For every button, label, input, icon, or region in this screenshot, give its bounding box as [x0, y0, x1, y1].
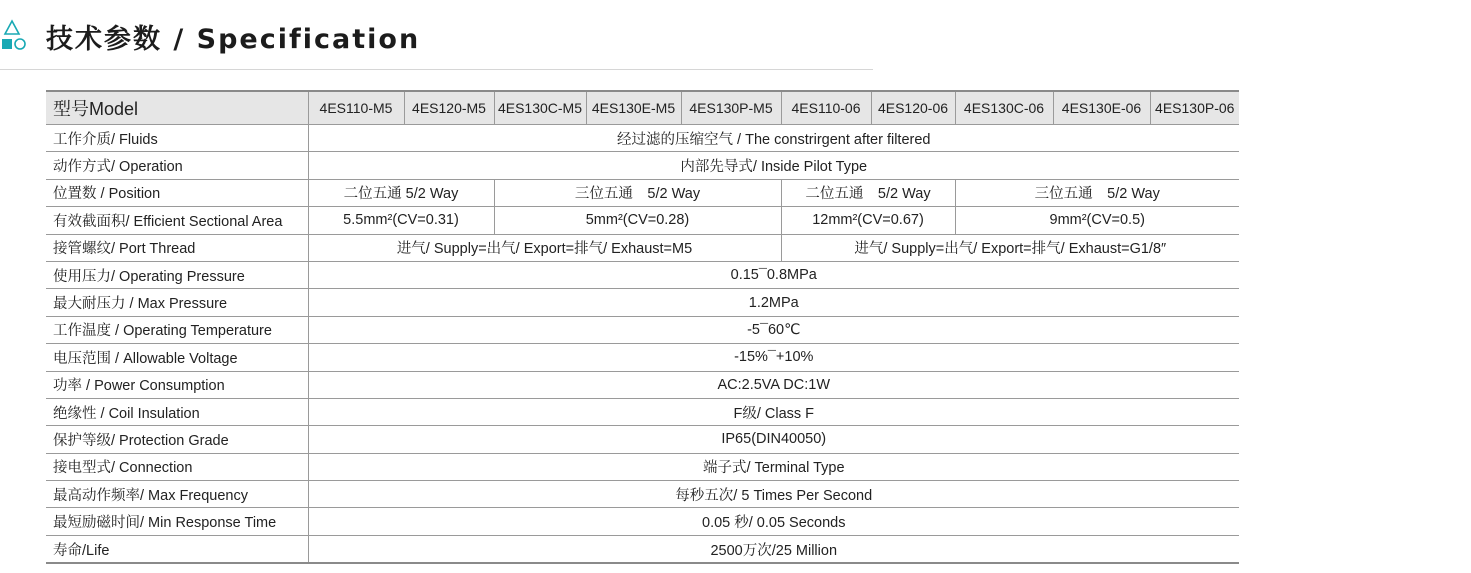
- row-value: AC:2.5VA DC:1W: [308, 371, 1239, 398]
- table-row: [46, 398, 1239, 425]
- row-label: 使用压力/ Operating Pressure: [46, 261, 308, 288]
- row-value: 三位五通 5/2 Way: [494, 179, 781, 206]
- model-cell: 4ES110-M5: [308, 91, 404, 125]
- row-label: 绝缘性 / Coil Insulation: [46, 398, 308, 425]
- row-label: 接管螺纹/ Port Thread: [46, 234, 308, 261]
- section-header: [0, 14, 420, 58]
- row-value: 内部先导式/ Inside Pilot Type: [308, 152, 1239, 179]
- row-value: 9mm²(CV=0.5): [955, 207, 1239, 234]
- table-row: [46, 453, 1239, 480]
- row-value: 每秒五次/ 5 Times Per Second: [308, 481, 1239, 508]
- row-value: 0.15¯0.8MPa: [308, 261, 1239, 288]
- model-cell: 4ES120-M5: [404, 91, 494, 125]
- table-row: [46, 289, 1239, 316]
- row-value: 进气/ Supply=出气/ Export=排气/ Exhaust=M5: [308, 234, 781, 261]
- row-value: 三位五通 5/2 Way: [955, 179, 1239, 206]
- row-label: 最高动作频率/ Max Frequency: [46, 481, 308, 508]
- row-label: 接电型式/ Connection: [46, 453, 308, 480]
- model-cell: 4ES130P-06: [1150, 91, 1239, 125]
- row-label: 位置数 / Position: [46, 179, 308, 206]
- table-row: [46, 261, 1239, 288]
- row-value: 5.5mm²(CV=0.31): [308, 207, 494, 234]
- model-cell: 4ES120-06: [871, 91, 955, 125]
- row-label: 功率 / Power Consumption: [46, 371, 308, 398]
- row-label: 工作温度 / Operating Temperature: [46, 316, 308, 343]
- row-label: 最大耐压力 / Max Pressure: [46, 289, 308, 316]
- table-row: [46, 481, 1239, 508]
- table-row: [46, 179, 1239, 206]
- model-cell: 4ES130C-06: [955, 91, 1053, 125]
- spec-table: [46, 90, 1239, 564]
- row-value: -5¯60℃: [308, 316, 1239, 343]
- table-row: [46, 344, 1239, 371]
- row-label: 寿命/Life: [46, 535, 308, 563]
- model-cell: 4ES130C-M5: [494, 91, 586, 125]
- table-row: [46, 152, 1239, 179]
- row-value: 端子式/ Terminal Type: [308, 453, 1239, 480]
- row-label: 电压范围 / Allowable Voltage: [46, 344, 308, 371]
- table-row: [46, 535, 1239, 563]
- row-label: 最短励磁时间/ Min Response Time: [46, 508, 308, 535]
- table-row: [46, 316, 1239, 343]
- header-divider: [0, 69, 873, 70]
- row-value: -15%¯+10%: [308, 344, 1239, 371]
- model-cell: 4ES130E-M5: [586, 91, 681, 125]
- row-label: 有效截面积/ Efficient Sectional Area: [46, 207, 308, 234]
- page-title: 技术参数 / Specification: [46, 23, 421, 55]
- row-value: 经过滤的压缩空气 / The constrirgent after filtered: [308, 125, 1239, 152]
- row-label: 保护等级/ Protection Grade: [46, 426, 308, 453]
- row-value: 进气/ Supply=出气/ Export=排气/ Exhaust=G1/8″: [781, 234, 1239, 261]
- row-value: 12mm²(CV=0.67): [781, 207, 955, 234]
- model-cell: 4ES130P-M5: [681, 91, 781, 125]
- table-row: [46, 508, 1239, 535]
- row-value: 二位五通 5/2 Way: [781, 179, 955, 206]
- model-header-row: [46, 91, 1239, 125]
- row-value: 5mm²(CV=0.28): [494, 207, 781, 234]
- row-label: 动作方式/ Operation: [46, 152, 308, 179]
- row-value: F级/ Class F: [308, 398, 1239, 425]
- table-row: [46, 426, 1239, 453]
- table-row: [46, 125, 1239, 152]
- row-value: 二位五通 5/2 Way: [308, 179, 494, 206]
- row-value: IP65(DIN40050): [308, 426, 1239, 453]
- row-value: 0.05 秒/ 0.05 Seconds: [308, 508, 1239, 535]
- table-row: [46, 207, 1239, 234]
- model-cell: 4ES130E-06: [1053, 91, 1150, 125]
- table-row: [46, 371, 1239, 398]
- row-value: 2500万次/25 Million: [308, 535, 1239, 563]
- model-cell: 4ES110-06: [781, 91, 871, 125]
- row-label: 工作介质/ Fluids: [46, 125, 308, 152]
- triangle-square-circle-icon: [0, 16, 40, 56]
- row-value: 1.2MPa: [308, 289, 1239, 316]
- model-label: 型号Model: [46, 91, 308, 125]
- table-row: [46, 234, 1239, 261]
